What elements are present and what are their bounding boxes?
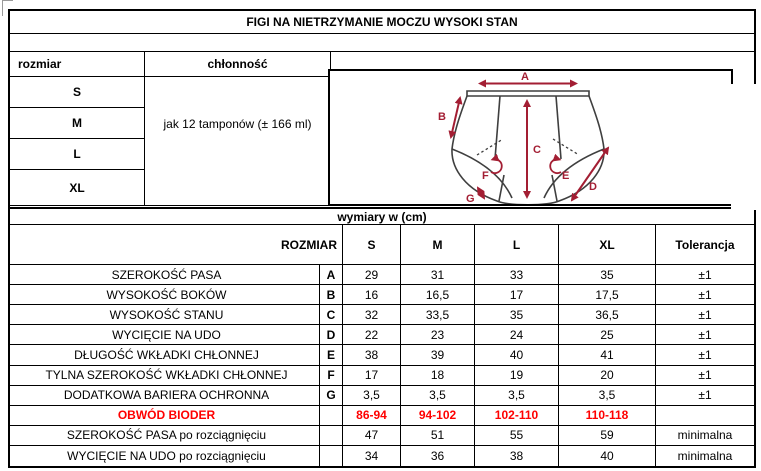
outer-border-gap xyxy=(731,84,758,210)
rozmiar-header: ROZMIAR xyxy=(10,225,343,264)
tolerance-value: ±1 xyxy=(656,285,754,305)
pad-edge-dotted-right xyxy=(553,139,579,155)
diagram-label-g: G xyxy=(466,193,475,204)
row-label: WYCIĘCIE NA UDO po rozciągnięciu xyxy=(10,446,320,466)
value-l: 17 xyxy=(475,285,559,305)
diagram-label-e: E xyxy=(562,170,570,182)
value-m: 31 xyxy=(401,265,475,285)
value-s: 86-94 xyxy=(343,406,401,426)
dimensions-header-row xyxy=(10,225,754,265)
tolerance-value: minimalna xyxy=(656,426,754,446)
row-letter: F xyxy=(320,366,343,386)
tolerance-value: ±1 xyxy=(656,305,754,325)
absorbency-column-header: chłonność xyxy=(145,52,331,77)
diagram-label-f: F xyxy=(482,170,489,182)
diagram-label-b: B xyxy=(438,111,446,123)
row-label: DODATKOWA BARIERA OCHRONNA xyxy=(10,386,320,406)
row-label: WYSOKOŚĆ STANU xyxy=(10,305,320,325)
value-s: 32 xyxy=(343,305,401,325)
value-m: 51 xyxy=(401,426,475,446)
value-l: 33 xyxy=(475,265,559,285)
row-letter: B xyxy=(320,285,343,305)
value-s: 16 xyxy=(343,285,401,305)
value-s: 47 xyxy=(343,426,401,446)
value-s: 34 xyxy=(343,446,401,466)
row-label: WYCIĘCIE NA UDO xyxy=(10,325,320,345)
col-header-s: S xyxy=(343,225,401,264)
value-xl: 59 xyxy=(559,426,656,446)
value-l: 24 xyxy=(475,325,559,345)
value-s: 17 xyxy=(343,366,401,386)
row-letter xyxy=(320,406,343,426)
diagram-label-c: C xyxy=(533,144,541,156)
absorbency-table xyxy=(10,52,331,206)
measurement-arrows xyxy=(451,84,608,201)
col-header-l: L xyxy=(475,225,559,264)
value-m: 94-102 xyxy=(401,406,475,426)
tolerance-value: ±1 xyxy=(656,386,754,406)
diagram-label-d: D xyxy=(589,181,597,193)
value-l: 35 xyxy=(475,305,559,325)
row-letter xyxy=(320,426,343,446)
value-xl: 25 xyxy=(559,325,656,345)
value-l: 3,5 xyxy=(475,386,559,406)
row-letter: G xyxy=(320,386,343,406)
row-label: SZEROKOŚĆ PASA xyxy=(10,265,320,285)
row-letter: C xyxy=(320,305,343,325)
diagram-label-a: A xyxy=(521,71,529,83)
tolerance-value: ±1 xyxy=(656,366,754,386)
col-header-m: M xyxy=(401,225,475,264)
absorbency-value: jak 12 tamponów (± 166 ml) xyxy=(145,77,331,206)
row-label: OBWÓD BIODER xyxy=(10,406,320,426)
value-l: 55 xyxy=(475,426,559,446)
value-xl: 40 xyxy=(559,446,656,466)
col-header-tolerance: Tolerancja xyxy=(675,237,735,252)
value-s: 29 xyxy=(343,265,401,285)
value-l: 19 xyxy=(475,366,559,386)
value-m: 3,5 xyxy=(401,386,475,406)
value-l: 102-110 xyxy=(475,406,559,426)
row-label: WYSOKOŚĆ BOKÓW xyxy=(10,285,320,305)
row-letter: E xyxy=(320,345,343,365)
pad-edge-dotted-left xyxy=(477,139,503,155)
size-cell-xl: XL xyxy=(10,170,145,206)
value-m: 33,5 xyxy=(401,305,475,325)
row-letter: A xyxy=(320,265,343,285)
value-l: 38 xyxy=(475,446,559,466)
measurement-diagram xyxy=(328,69,733,206)
tolerance-value xyxy=(656,406,754,426)
tolerance-value: ±1 xyxy=(656,265,754,285)
value-s: 38 xyxy=(343,345,401,365)
size-chart-table xyxy=(8,9,756,468)
value-xl: 110-118 xyxy=(559,406,656,426)
value-m: 36 xyxy=(401,446,475,466)
row-letter: D xyxy=(320,325,343,345)
tolerance-value: minimalna xyxy=(677,448,733,463)
size-cell-m: M xyxy=(10,108,145,139)
value-xl: 41 xyxy=(559,345,656,365)
tolerance-value: ±1 xyxy=(656,345,754,365)
dimensions-data-grid xyxy=(10,265,754,466)
row-label: DŁUGOŚĆ WKŁADKI CHŁONNEJ xyxy=(10,345,320,365)
dimensions-section-header: wymiary w (cm) xyxy=(10,207,754,225)
value-xl: 35 xyxy=(559,265,656,285)
spacer-row xyxy=(10,34,754,52)
value-s: 3,5 xyxy=(343,386,401,406)
tolerance-value: ±1 xyxy=(656,325,754,345)
value-xl: 20 xyxy=(559,366,656,386)
info-and-diagram-section xyxy=(10,52,754,207)
size-cell-s: S xyxy=(10,77,145,108)
row-letter xyxy=(320,446,343,466)
row-label: SZEROKOŚĆ PASA po rozciągnięciu xyxy=(10,426,320,446)
value-l: 40 xyxy=(475,345,559,365)
size-column-header: rozmiar xyxy=(10,52,145,77)
value-s: 22 xyxy=(343,325,401,345)
underwear-diagram-drawing xyxy=(330,71,731,204)
arrow-e-loop xyxy=(550,159,561,173)
value-xl: 36,5 xyxy=(559,305,656,325)
value-xl: 3,5 xyxy=(559,386,656,406)
col-header-xl: XL xyxy=(559,225,656,264)
value-m: 39 xyxy=(401,345,475,365)
size-cell-l: L xyxy=(10,139,145,170)
page-title: FIGI NA NIETRZYMANIE MOCZU WYSOKI STAN xyxy=(10,11,754,34)
arrow-f-loop xyxy=(491,159,502,173)
value-m: 18 xyxy=(401,366,475,386)
value-m: 23 xyxy=(401,325,475,345)
value-m: 16,5 xyxy=(401,285,475,305)
value-xl: 17,5 xyxy=(559,285,656,305)
row-label: TYLNA SZEROKOŚĆ WKŁADKI CHŁONNEJ xyxy=(10,366,320,386)
